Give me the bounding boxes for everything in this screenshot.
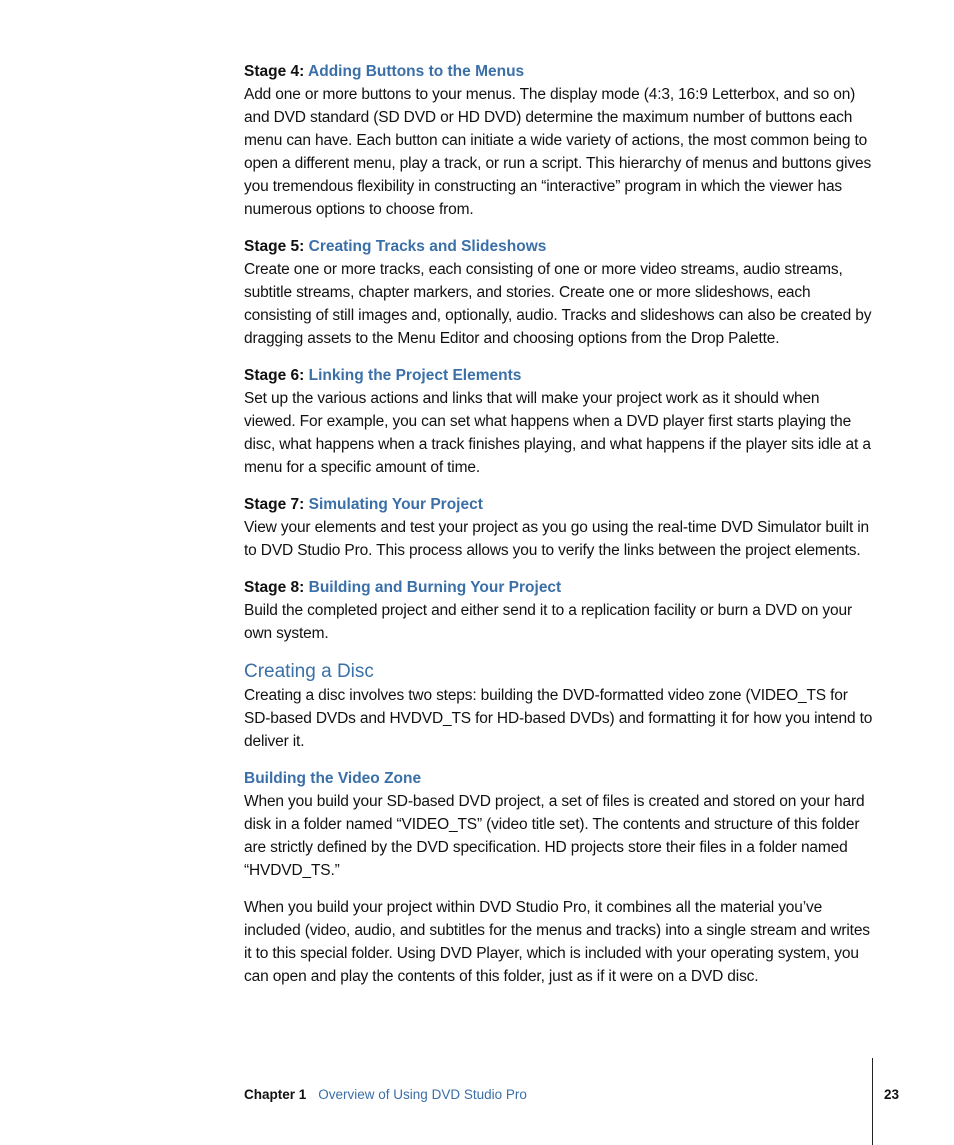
subsection-title: Building the Video Zone bbox=[244, 770, 422, 787]
page-footer bbox=[244, 1086, 527, 1104]
stage-heading bbox=[244, 60, 874, 83]
stage-body: Create one or more tracks, each consisting of one or more video streams, audio streams, subtitle streams, chapter markers, and stories. Create one or more slideshows, each consisting of still images and, optionally, audio. Tracks and slideshows can also be created by dragging assets to the Menu Editor and choosing options from the Drop Palette. bbox=[244, 261, 872, 347]
video-zone-paragraph-2 bbox=[244, 896, 874, 988]
creating-disc-section bbox=[244, 659, 874, 753]
stage-body: View your elements and test your project as you go using the real-time DVD Simulator built in to DVD Studio Pro. This process allows you to verify the links between the project elements. bbox=[244, 519, 870, 559]
stage-link[interactable]: Adding Buttons to the Menus bbox=[308, 63, 525, 80]
stage-heading bbox=[244, 235, 874, 258]
stage-label: Stage 6: bbox=[244, 367, 305, 384]
stage-8-block bbox=[244, 576, 874, 645]
stage-label: Stage 5: bbox=[244, 238, 305, 255]
subsection-paragraph: When you build your project within DVD Studio Pro, it combines all the material you’ve included (video, audio, and subtitles for the menus and tracks) into a single stream and writes it to this special folder. Using DVD Player, which is included with your operating system, you can open and play the contents of this folder, just as if it were on a DVD disc. bbox=[244, 899, 870, 985]
page-number: 23 bbox=[884, 1087, 900, 1102]
stage-link[interactable]: Building and Burning Your Project bbox=[308, 579, 562, 596]
stage-heading bbox=[244, 576, 874, 599]
stage-link[interactable]: Simulating Your Project bbox=[308, 496, 483, 513]
footer-divider bbox=[872, 1058, 873, 1145]
stage-7-block bbox=[244, 493, 874, 562]
stage-body: Set up the various actions and links that will make your project work as it should when viewed. For example, you can set what happens when a DVD player first starts playing the disc, what happens when a track finishes playing, and what happens if the player sits idle at a menu for a specific amount of time. bbox=[244, 390, 871, 476]
section-title: Creating a Disc bbox=[244, 661, 374, 682]
stage-label: Stage 8: bbox=[244, 579, 305, 596]
stage-label: Stage 4: bbox=[244, 63, 305, 80]
stage-link[interactable]: Linking the Project Elements bbox=[308, 367, 522, 384]
stage-label: Stage 7: bbox=[244, 496, 305, 513]
stage-5-block bbox=[244, 235, 874, 350]
stage-4-block bbox=[244, 60, 874, 221]
stage-heading bbox=[244, 364, 874, 387]
footer-chapter: Chapter 1 bbox=[244, 1087, 307, 1102]
page-content bbox=[244, 60, 874, 1002]
footer-chapter-title[interactable]: Overview of Using DVD Studio Pro bbox=[318, 1087, 527, 1102]
section-intro: Creating a disc involves two steps: building the DVD-formatted video zone (VIDEO_TS for SD-based DVDs and HVDVD_TS for HD-based DVDs) and formatting it for how you intend to deliver it. bbox=[244, 687, 873, 750]
video-zone-subsection bbox=[244, 767, 874, 882]
stage-6-block bbox=[244, 364, 874, 479]
stage-body: Build the completed project and either send it to a replication facility or burn a DVD on your own system. bbox=[244, 602, 852, 642]
stage-heading bbox=[244, 493, 874, 516]
stage-body: Add one or more buttons to your menus. The display mode (4:3, 16:9 Letterbox, and so on) and DVD standard (SD DVD or HD DVD) determine the maximum number of buttons each menu can have. Each button can initiate a wide variety of actions, the most common being to open a different menu, play a track, or run a script. This hierarchy of menus and buttons gives you tremendous flexibility in constructing an “interactive” program in which the viewer has numerous options to choose from. bbox=[244, 86, 872, 218]
stage-link[interactable]: Creating Tracks and Slideshows bbox=[308, 238, 547, 255]
subsection-paragraph: When you build your SD-based DVD project, a set of files is created and stored on your hard disk in a folder named “VIDEO_TS” (video title set). The contents and structure of this folder are strictly defined by the DVD specification. HD projects store their files in a folder named “HVDVD_TS.” bbox=[244, 793, 865, 879]
